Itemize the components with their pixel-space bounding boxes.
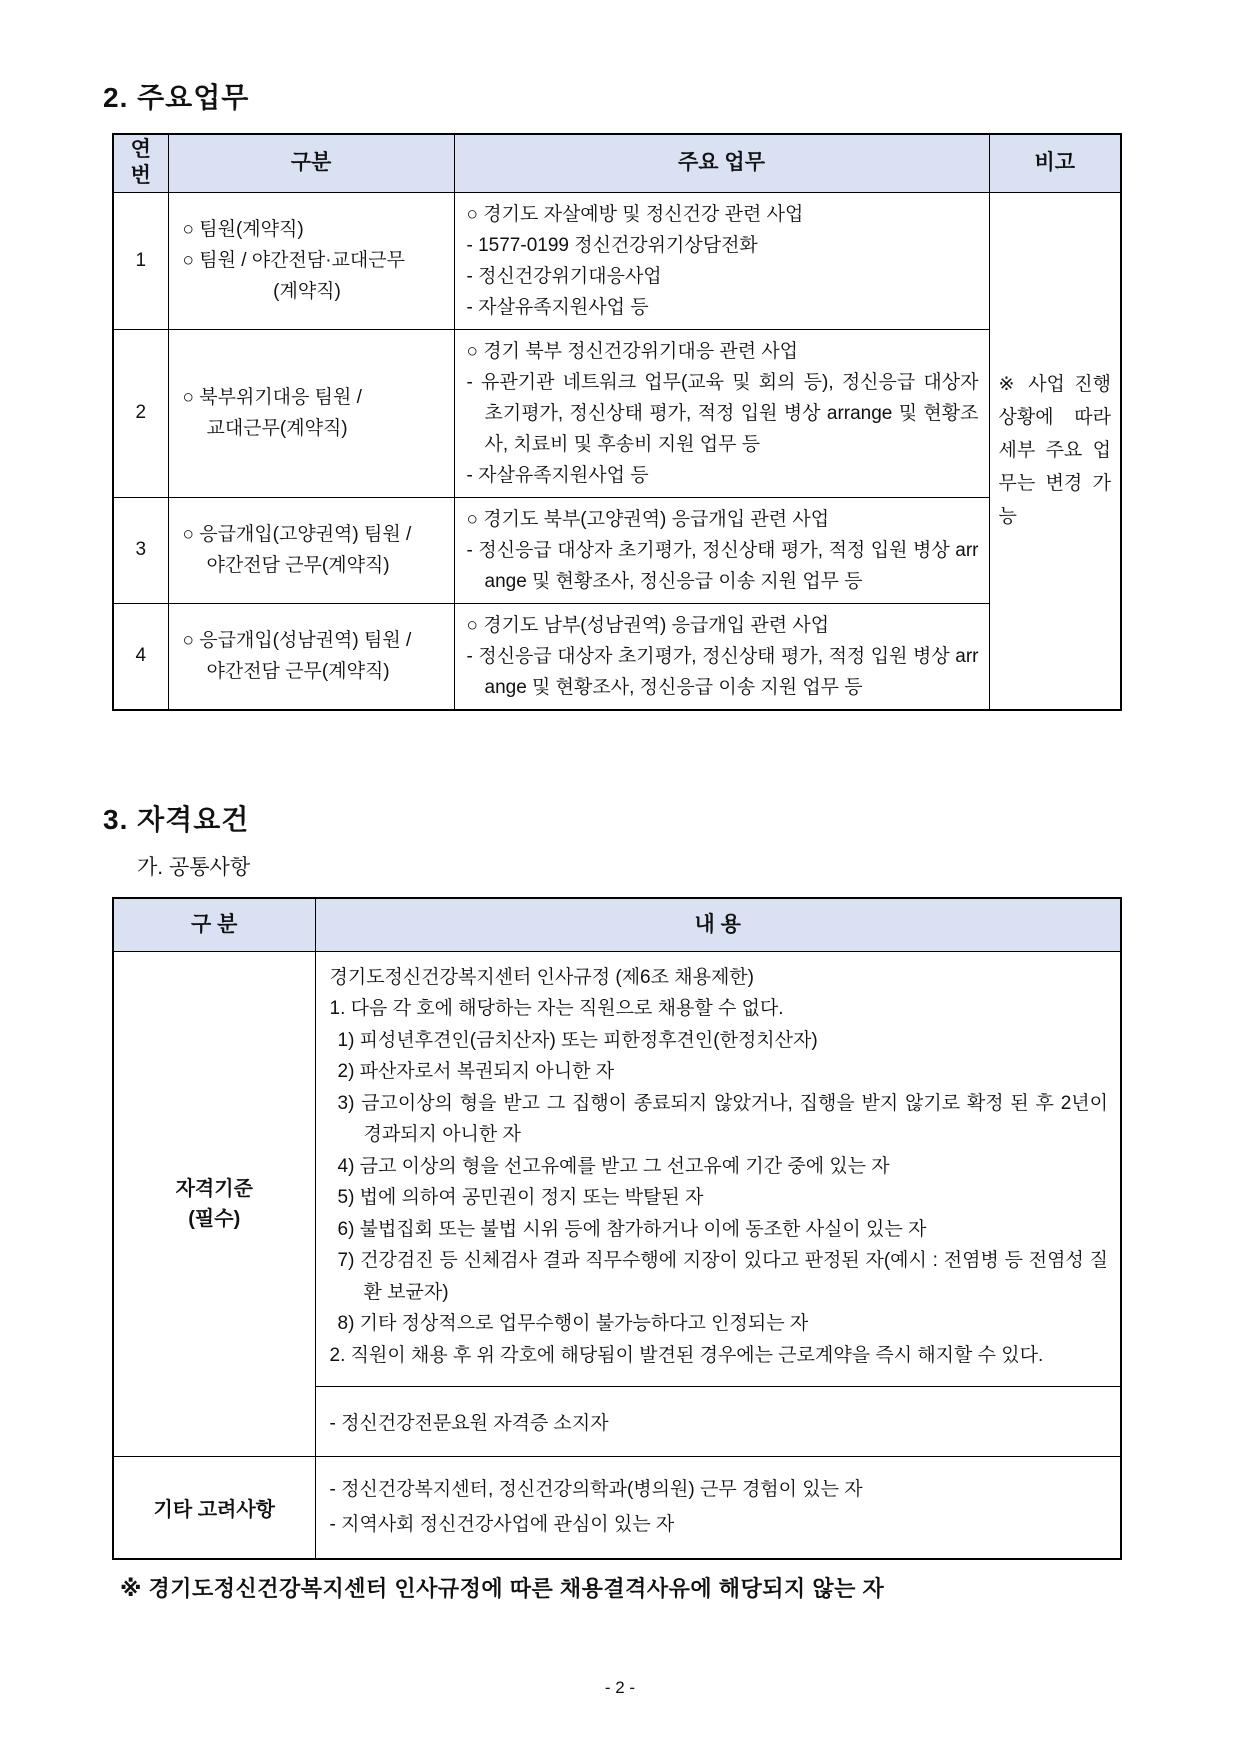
criteria-line: 2) 파산자로서 복권되지 아니한 자 [337,1061,615,1082]
duty-line: ○ 경기 북부 정신건강위기대응 관련 사업 [466,340,799,362]
criteria-line: 1) 피성년후견인(금치산자) 또는 피한정후견인(한정치산자) [337,1029,818,1051]
category-line: 야간전담 근무(계약직) [206,555,390,576]
criteria-label-line1: 자격기준 [175,1177,253,1200]
category-line: ○ 팀원(계약직) [182,219,304,240]
duties-table-header-row [113,134,1121,192]
category-line: ○ 북부위기대응 팀원 / [182,387,362,408]
other-line: - 정신건강복지센터, 정신건강의학과(병의원) 근무 경험이 있는 자 [329,1479,863,1501]
row-category [168,603,454,710]
section-qualifications-title: 3. 자격요건 [103,804,250,835]
other-line: - 지역사회 정신건강사업에 관심이 있는 자 [329,1514,675,1536]
criteria-label-line2: (필수) [188,1207,241,1230]
duties-table-row-1 [113,192,1121,329]
duty-line: - 정신응급 대상자 초기평가, 정신상태 평가, 적정 입원 병상 arrange 및 현황조사, 정신응급 이송 지원 업무 등 [466,645,979,698]
row-category [168,192,454,329]
duties-header-no-line1: 연 [130,138,151,162]
row-duties [454,192,989,329]
criteria-extra: - 정신건강전문요원 자격증 소지자 [315,1386,1121,1456]
duties-table [112,133,1122,711]
criteria-line: 7) 건강검진 등 신체검사 결과 직무수행에 지장이 있다고 판정된 자(예시 : 전염병 등 전염성 질환 보균자) [337,1250,1108,1303]
qualifications-header-category: 구 분 [113,898,315,951]
subsection-common-title: 가. 공통사항 [137,856,251,879]
other-considerations-row [113,1456,1121,1559]
duty-line: ○ 경기도 자살예방 및 정신건강 관련 사업 [466,203,804,225]
section-duties-title: 2. 주요업무 [103,82,250,113]
duties-table-row-2 [113,329,1121,497]
duty-line: ○ 경기도 남부(성남권역) 응급개입 관련 사업 [466,614,830,636]
criteria-line: 2. 직원이 채용 후 위 각호에 해당됨이 발견된 경우에는 근로계약을 즉시 해지할 수 있다. [329,1344,1044,1366]
duty-line: - 자살유족지원사업 등 [466,464,649,486]
row-duties [454,603,989,710]
duty-line: - 자살유족지원사업 등 [466,296,649,318]
duty-line: ○ 경기도 북부(고양권역) 응급개입 관련 사업 [466,508,830,530]
criteria-line: 4) 금고 이상의 형을 선고유예를 받고 그 선고유예 기간 중에 있는 자 [337,1155,890,1177]
category-line: 야간전담 근무(계약직) [206,661,390,682]
qualifications-table-header-row [113,898,1121,951]
duty-line: - 정신건강위기대응사업 [466,265,662,287]
duties-header-note: 비고 [989,134,1121,192]
criteria-row [113,951,1121,1386]
criteria-line: 8) 기타 정상적으로 업무수행이 불가능하다고 인정되는 자 [337,1313,809,1334]
category-line: ○ 팀원 / 야간전담·교대근무 [182,250,405,271]
category-line: ○ 응급개입(고양권역) 팀원 / [182,524,412,545]
row-category [168,497,454,603]
eligibility-note: ※ 경기도정신건강복지센터 인사규정에 따른 채용결격사유에 해당되지 않는 자 [120,1576,885,1601]
duties-header-category: 구분 [168,134,454,192]
row-number: 3 [113,497,168,603]
criteria-content [315,951,1121,1386]
criteria-line: 경기도정신건강복지센터 인사규정 (제6조 채용제한) [329,966,754,988]
other-label: 기타 고려사항 [113,1456,315,1559]
duties-header-no-line2: 번 [130,164,151,188]
duties-note-text: ※ 사업 진행 상황에 따라 세부 주요 업무는 변경 가능 [998,374,1111,527]
criteria-line: 5) 법에 의하여 공민권이 정지 또는 박탈된 자 [337,1187,704,1208]
criteria-line: 6) 불법집회 또는 불법 시위 등에 참가하거나 이에 동조한 사실이 있는 자 [337,1218,927,1240]
duties-header-duties: 주요 업무 [454,134,989,192]
criteria-line: 3) 금고이상의 형을 받고 그 집행이 종료되지 않았거나, 집행을 받지 않기로 확정 된 후 2년이 경과되지 아니한 자 [337,1092,1108,1145]
row-category [168,329,454,497]
criteria-label [113,951,315,1456]
duties-table-row-3 [113,497,1121,603]
qualifications-header-content: 내 용 [315,898,1121,951]
category-line: 교대근무(계약직) [206,418,348,439]
other-content [315,1456,1121,1559]
category-line: (계약직) [273,281,341,302]
category-line: ○ 응급개입(성남권역) 팀원 / [182,630,412,651]
row-number: 1 [113,192,168,329]
row-number: 4 [113,603,168,710]
duties-note-cell [989,192,1121,710]
row-number: 2 [113,329,168,497]
duties-table-row-4 [113,603,1121,710]
duties-header-no [113,134,168,192]
duty-line: - 1577-0199 정신건강위기상담전화 [466,234,758,256]
row-duties [454,497,989,603]
criteria-line: 1. 다음 각 호에 해당하는 자는 직원으로 채용할 수 없다. [329,998,784,1019]
row-duties [454,329,989,497]
duty-line: - 정신응급 대상자 초기평가, 정신상태 평가, 적정 입원 병상 arrange 및 현황조사, 정신응급 이송 지원 업무 등 [466,539,979,592]
duty-line: - 유관기관 네트워크 업무(교육 및 회의 등), 정신응급 대상자 초기평가, 정신상태 평가, 적정 입원 병상 arrange 및 현황조사, 치료비 및 후송비 지원 업무 등 [466,371,979,455]
qualifications-table [112,897,1122,1560]
page-number: - 2 - [604,1678,636,1697]
